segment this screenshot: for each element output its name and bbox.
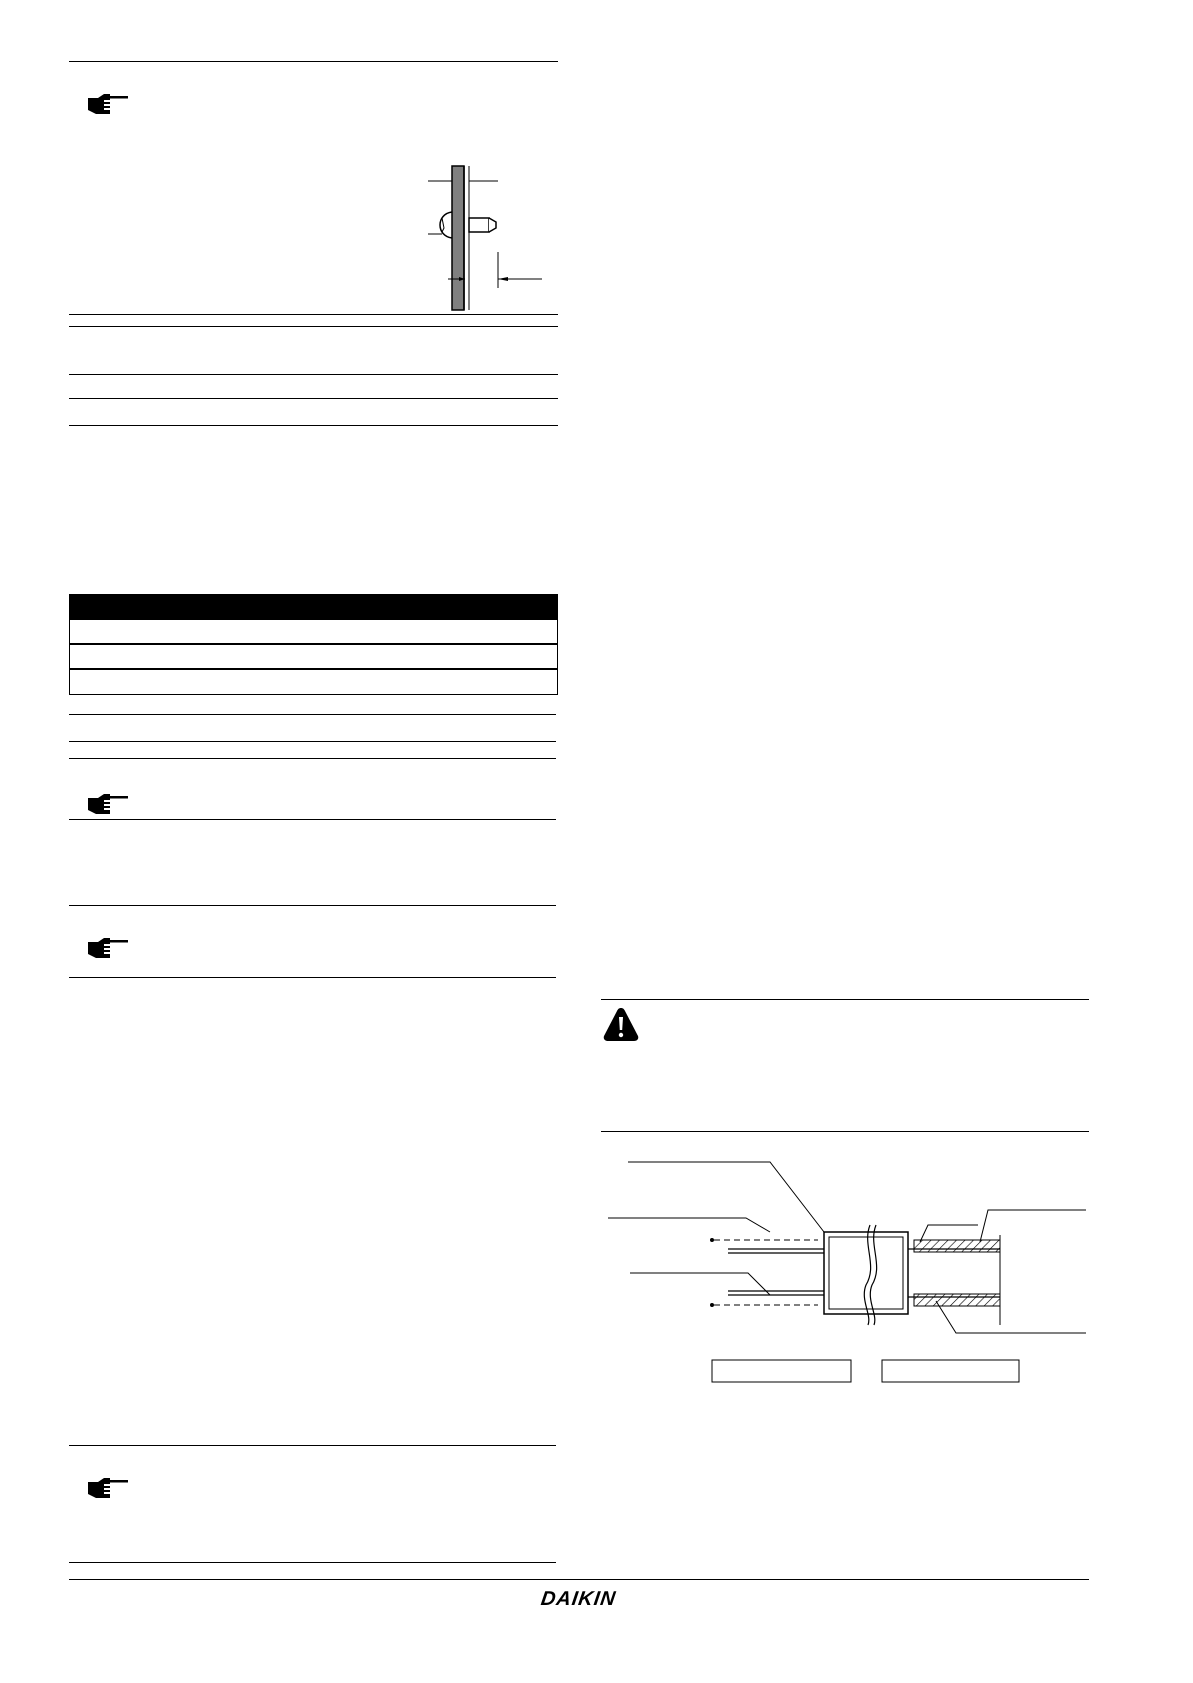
table-row — [69, 644, 558, 669]
section-rule — [69, 398, 558, 399]
section-rule — [69, 758, 556, 759]
warning-top-rule — [601, 999, 1089, 1000]
note-hand-icon — [86, 1476, 130, 1502]
section-rule — [69, 741, 556, 742]
section-rule — [69, 1562, 556, 1563]
table-header — [69, 594, 558, 619]
top-rule-left — [69, 61, 558, 62]
section-rule — [69, 425, 558, 426]
section-rule — [69, 905, 556, 906]
section-rule — [69, 1445, 556, 1446]
section-rule — [69, 819, 556, 820]
footer-rule — [69, 1579, 1089, 1580]
section-rule — [69, 374, 558, 375]
section-rule — [69, 326, 558, 327]
note-hand-icon — [86, 92, 130, 118]
note-hand-icon — [86, 936, 130, 962]
section-rule — [69, 714, 556, 715]
note-hand-icon — [86, 792, 130, 818]
table-row — [69, 669, 558, 695]
screw-panel-diagram — [420, 162, 570, 312]
section-rule — [69, 314, 558, 315]
section-rule — [69, 977, 556, 978]
pipe-joint-diagram — [600, 1155, 1090, 1385]
daikin-logo: DAIKIN — [539, 1588, 618, 1610]
warning-bottom-rule — [601, 1131, 1089, 1132]
table-row — [69, 619, 558, 644]
warning-triangle-icon — [602, 1006, 640, 1042]
